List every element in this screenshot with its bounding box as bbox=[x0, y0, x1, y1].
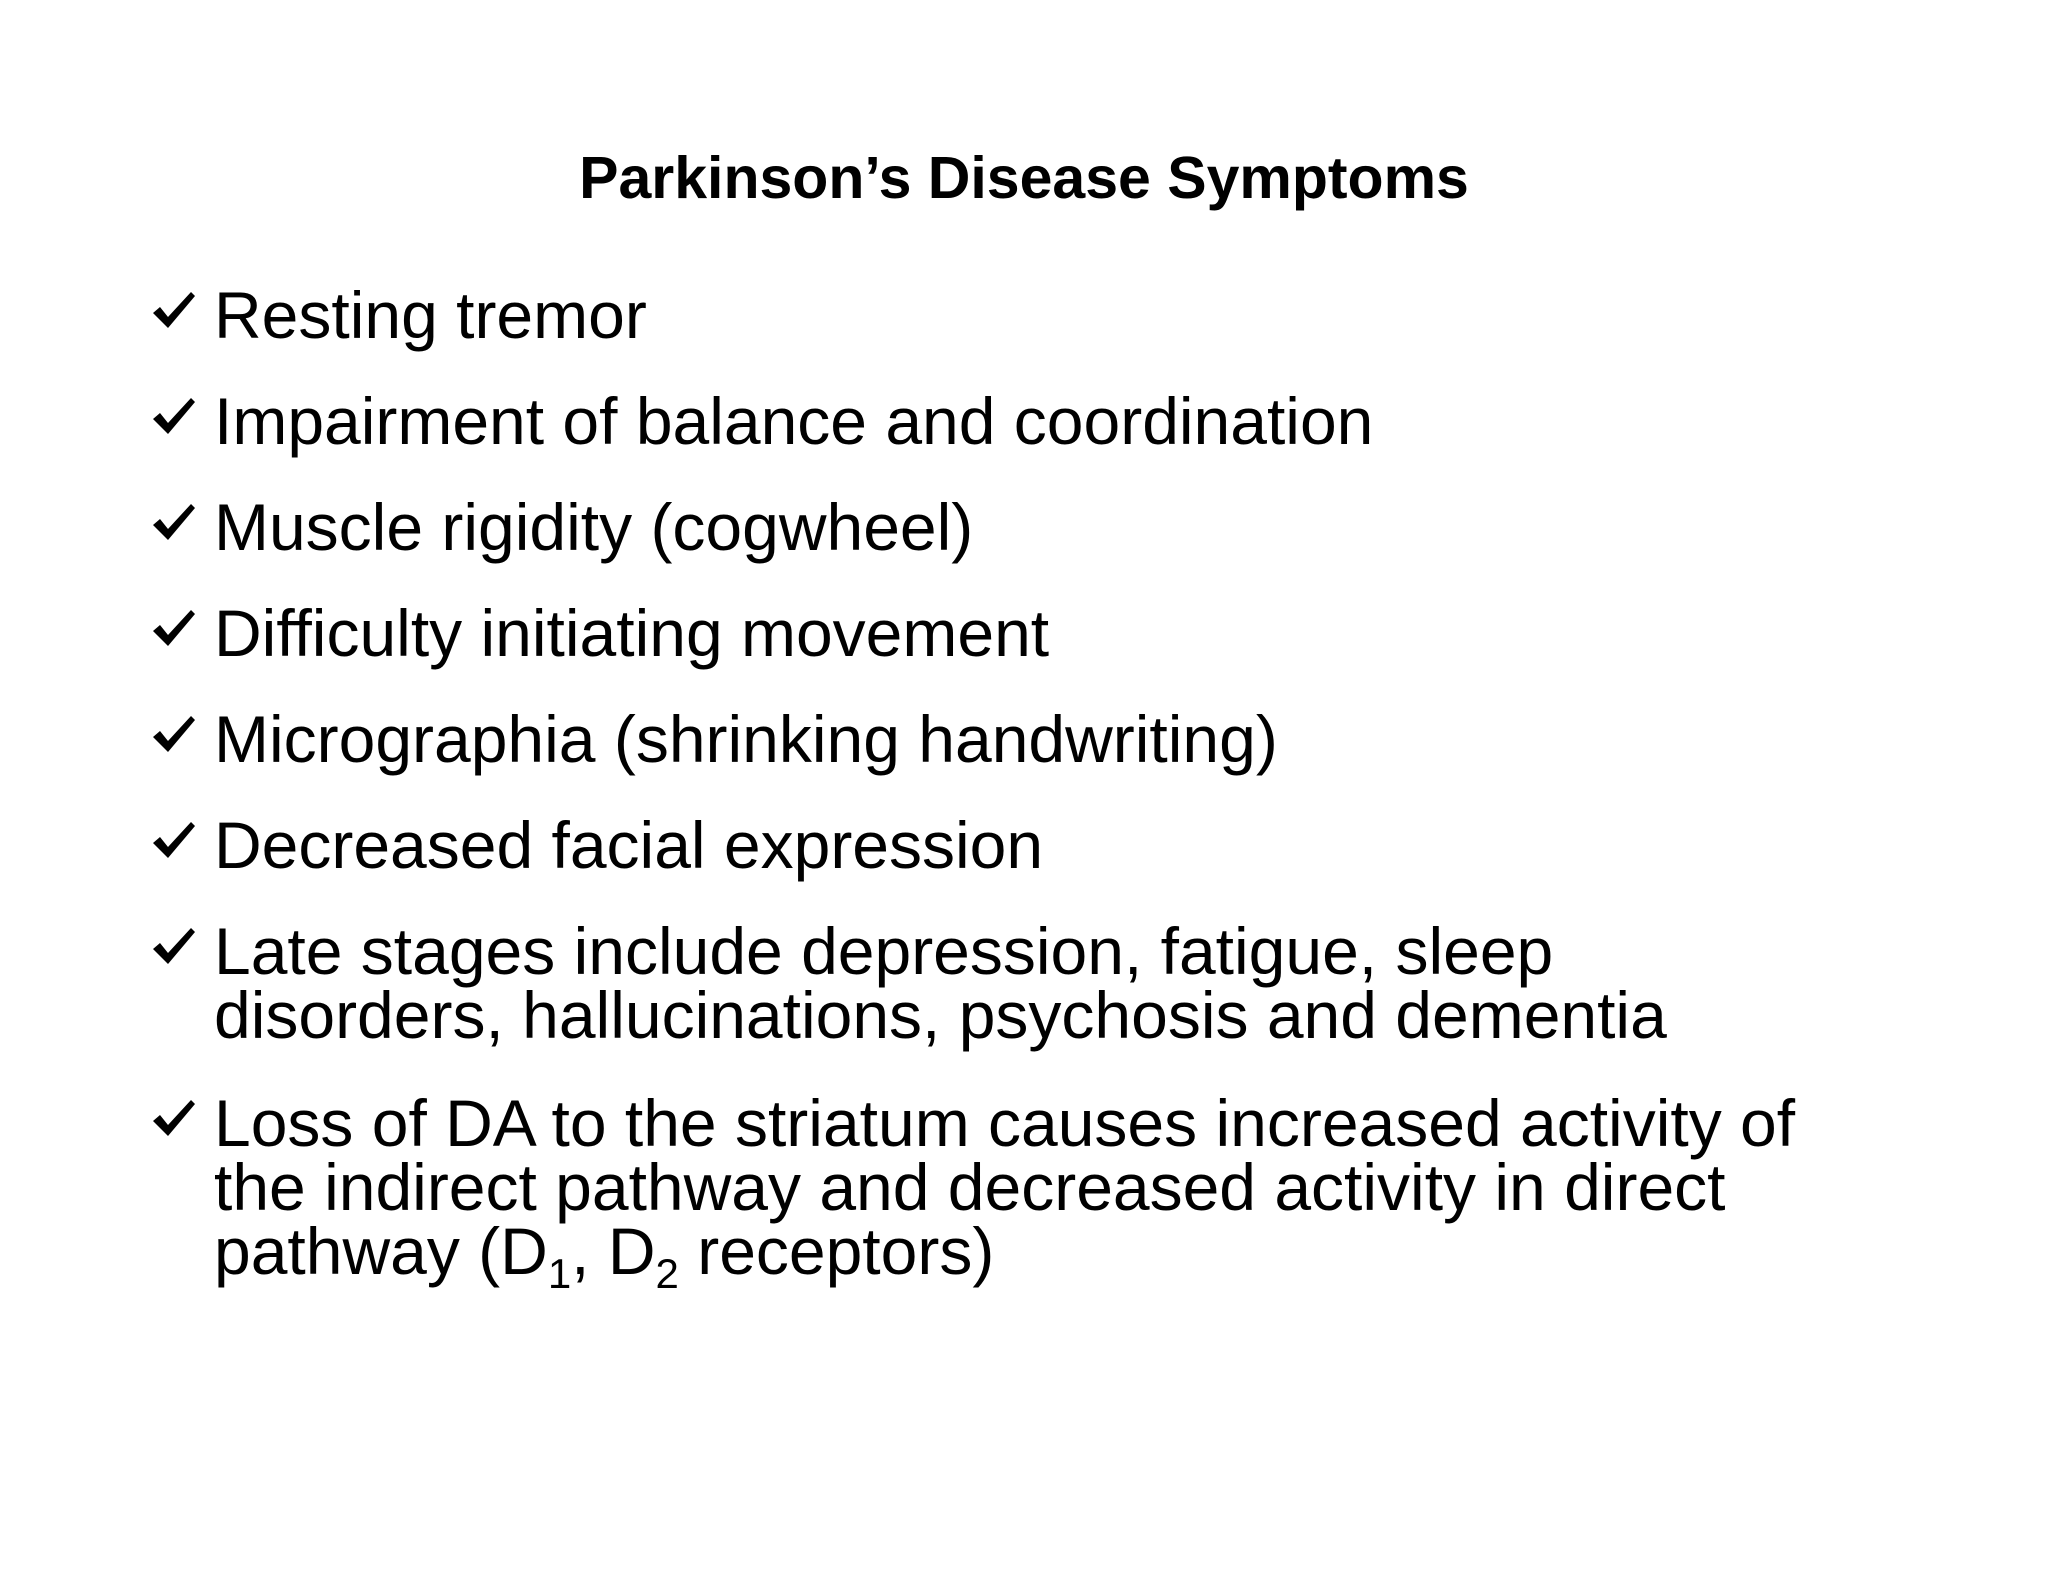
text-fragment: pathway (D bbox=[214, 1214, 548, 1288]
list-item-text: disorders, hallucinations, psychosis and dementia bbox=[214, 978, 1667, 1052]
checkmark-icon bbox=[148, 497, 198, 547]
checkmark-icon bbox=[148, 391, 198, 441]
list-item-text: Resting tremor bbox=[214, 278, 647, 352]
list-item bbox=[148, 914, 1948, 1052]
list-item bbox=[148, 596, 1948, 670]
subscript-2: 2 bbox=[655, 1250, 679, 1297]
list-item bbox=[148, 702, 1948, 776]
checkmark-icon bbox=[148, 815, 198, 865]
list-item-text-with-subscripts bbox=[214, 1214, 1948, 1297]
list-item bbox=[148, 1086, 1948, 1297]
list-item-text: Loss of DA to the striatum causes increased activity of bbox=[214, 1086, 1796, 1160]
list-item-text: Impairment of balance and coordination bbox=[214, 384, 1374, 458]
list-item bbox=[148, 490, 1948, 564]
slide-title: Parkinson’s Disease Symptoms bbox=[579, 145, 1469, 211]
list-item bbox=[148, 384, 1948, 458]
symptom-list bbox=[148, 278, 1948, 1327]
list-item-text: Decreased facial expression bbox=[214, 808, 1044, 882]
list-item-text: Difficulty initiating movement bbox=[214, 596, 1050, 670]
list-item bbox=[148, 278, 1948, 352]
text-fragment: , D bbox=[571, 1214, 656, 1288]
checkmark-icon bbox=[148, 1093, 198, 1143]
list-item-text: Muscle rigidity (cogwheel) bbox=[214, 490, 974, 564]
list-item-text: Late stages include depression, fatigue, sleep bbox=[214, 914, 1554, 988]
checkmark-icon bbox=[148, 285, 198, 335]
list-item bbox=[148, 808, 1948, 882]
checkmark-icon bbox=[148, 709, 198, 759]
checkmark-icon bbox=[148, 921, 198, 971]
list-item-text: Micrographia (shrinking handwriting) bbox=[214, 702, 1278, 776]
checkmark-icon bbox=[148, 603, 198, 653]
list-item-text: the indirect pathway and decreased activity in direct bbox=[214, 1150, 1726, 1224]
text-fragment: receptors) bbox=[678, 1214, 995, 1288]
subscript-1: 1 bbox=[547, 1250, 572, 1297]
